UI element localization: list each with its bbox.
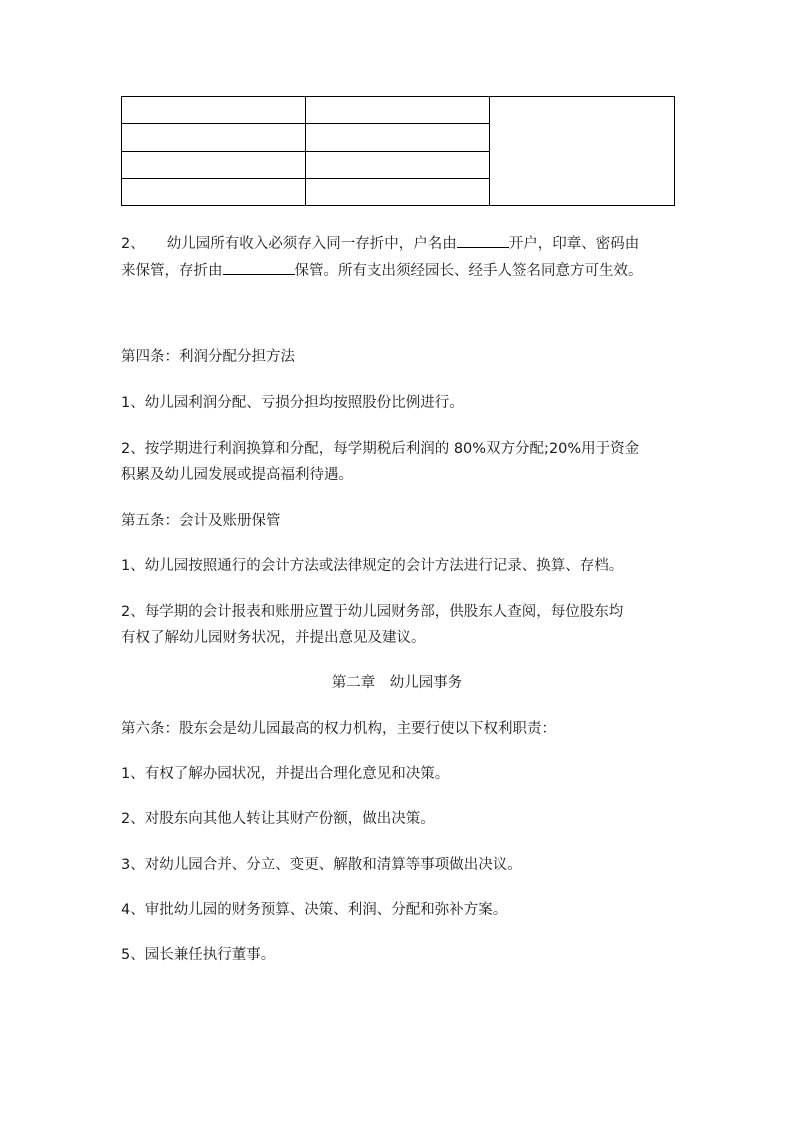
clause-2-text-d: 保管。所有支出须经园长、经手人签名同意方可生效。 [294,263,643,279]
table-cell [122,97,306,124]
article-4-item-2-line-1: 2、按学期进行利润换算和分配，每学期税后利润的 80%双方分配;20%用于资金 [121,441,640,457]
clause-2-number: 2、 [121,236,145,252]
table-cell [122,124,306,151]
table-cell [122,178,306,205]
article-4-heading: 第四条：利润分配分担方法 [121,349,295,365]
table-cell [306,124,490,151]
article-6-item-2: 2、对股东向其他人转让其财产份额，做出决策。 [121,811,435,827]
table-row [122,97,675,124]
clause-2-line-1 [121,233,681,253]
table-cell [306,97,490,124]
table-cell [306,151,490,178]
clause-2-text-a: 幼儿园所有收入必须存入同一存折中，户名由 [166,236,457,252]
article-4-item-1: 1、幼儿园利润分配、亏损分担均按照股份比例进行。 [121,395,464,411]
chapter-2-title: 第二章 幼儿园事务 [331,675,463,691]
passbook-keeper-blank [223,260,295,275]
article-6-item-4: 4、审批幼儿园的财务预算、决策、利润、分配和弥补方案。 [121,902,508,918]
article-6-item-5: 5、园长兼任执行董事。 [121,947,276,963]
blank-table [121,96,675,206]
table-cell [122,151,306,178]
clause-2-line-2 [121,260,681,280]
article-5-item-2-line-1: 2、每学期的会计报表和账册应置于幼儿园财务部，供股东人查阅，每位股东均 [121,604,624,620]
article-5-item-2-line-2: 有权了解幼儿园财务状况，并提出意见及建议。 [121,630,426,646]
clause-2-text-b: 开户，印章、密码由 [508,236,640,252]
table-merged-cell [490,97,675,206]
article-4-item-2-line-2: 积累及幼儿园发展或提高福利待遇。 [121,467,353,483]
article-6-heading: 第六条：股东会是幼儿园最高的权力机构，主要行使以下权利职责： [121,721,556,737]
article-6-item-1: 1、有权了解办园状况，并提出合理化意见和决策。 [121,766,450,782]
article-5-heading: 第五条：会计及账册保管 [121,513,281,529]
account-holder-blank [457,233,509,248]
article-6-item-3: 3、对幼儿园合并、分立、变更、解散和清算等事项做出决议。 [121,857,522,873]
table-cell [306,178,490,205]
article-5-item-1: 1、幼儿园按照通行的会计方法或法律规定的会计方法进行记录、换算、存档。 [121,558,624,574]
clause-2-text-c: 来保管，存折由 [121,263,223,279]
